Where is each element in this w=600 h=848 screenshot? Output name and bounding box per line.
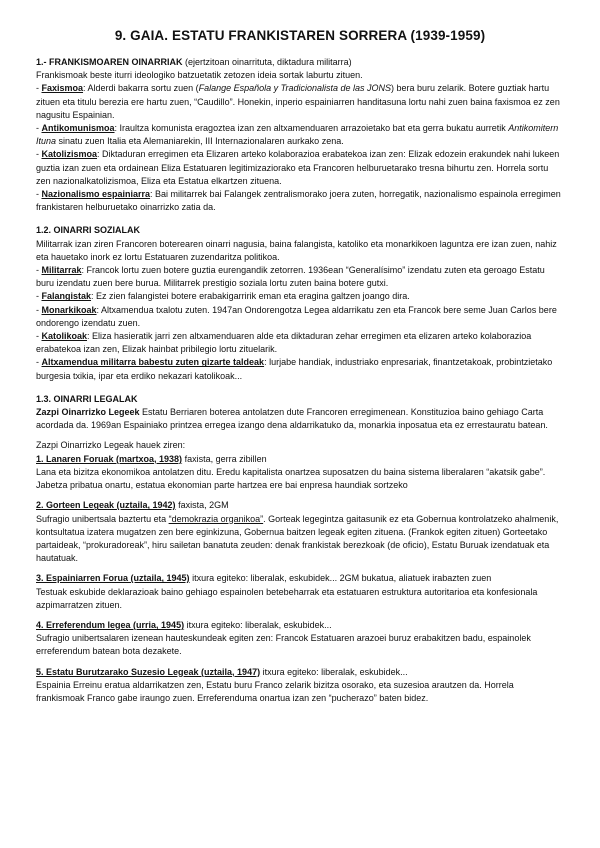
term: Antikomunismoa xyxy=(41,123,115,134)
text: Sufragio unibertsala baztertu eta xyxy=(36,513,169,524)
term: Falangistak xyxy=(41,291,92,302)
text: Estatu Berriaren boterea antolatzen dute Francoren erregimenean. Konstituzioa baino gehiago Carta acordada da. 1969an Espainiako printzea erregea izango dena aldarrikatuko da, monarkia inposatua eta ez errestauratu batean. xyxy=(36,407,548,431)
law-text xyxy=(36,513,564,566)
law-title xyxy=(36,572,564,585)
law-name: 4. Erreferendum legea (urria, 1945) xyxy=(36,619,185,630)
bullet-falangistak: - Falangistak: Ez zien falangistei botere erabakigarririk eman eta eragina galtzen joango dira. xyxy=(36,291,410,302)
section-heading-title: 1.- FRANKISMOAREN OINARRIAK xyxy=(36,57,183,67)
text: : Eliza hasieratik jarri zen altxamenduaren alde eta diktaduran zehar erregimen eta elizaren arteko kolaborazioa erabatekoa izan zen, Elizak hainbat pribilegio lortu zituelarik. xyxy=(36,331,532,355)
section-heading: 1.3. OINARRI LEGALAK xyxy=(36,393,138,404)
section-heading: 1.2. OINARRI SOZIALAK xyxy=(36,225,141,236)
law-title xyxy=(36,619,564,632)
italic-text: Falange Española y Tradicionalista de las JONS xyxy=(198,83,392,94)
paragraph: Militarrak izan ziren Francoren boterearen oinarri nagusia, baina falangista, katoliko eta monarkikoen laguntza ere izan zuen, nahiz eta hauetako inork ez lortu Estatuaren zuzendaritza politikoa. xyxy=(36,238,557,262)
text: : Iraultza komunista eragoztea izan zen altxamenduaren arrazoietako bat eta gerra bukatu aurretik xyxy=(114,123,509,134)
text: : Francok lortu zuen botere guztia eurengandik zetorren. 1936ean “Generalísimo” izendatu zuten eta geroago Estatu buru izendatu zuen bere burua. Militarrek prestigio soziala lortu zuten baina botere gutxi. xyxy=(36,265,545,289)
list-intro: Zazpi Oinarrizko Legeak hauek ziren: xyxy=(36,440,186,451)
text: sinatu zuen Italia eta Alemaniarekin, III Internazionalaren aurkako zena. xyxy=(56,136,344,147)
law-text: Espainia Erreinu eratua aldarrikatzen zen, Estatu buru Franco zelarik bizitza osorako, eta suzesioa arautzen da. Horrela frankismoak Franco gabe iraungo zuen. Erreferenduma onartua izan zen “pucherazo” baten bidez. xyxy=(36,679,514,703)
law-note: itxura egiteko: liberalak, eskubidek... xyxy=(184,619,332,630)
term: Militarrak xyxy=(41,265,82,276)
law-name: 3. Espainiarren Forua (uztaila, 1945) xyxy=(36,573,190,584)
section-oinarri-sozialak xyxy=(36,224,564,382)
law-note: faxista, 2GM xyxy=(175,500,229,511)
italic-text: Antikomitern Ituna xyxy=(36,123,559,147)
term: Katolizismoa xyxy=(41,149,98,160)
bullet-gizarte-taldeak: - Altxamendua militarra babestu zuten gizarte taldeak: lurjabe handiak, industriako enpresariak, finantzetakoak, probintzietako burgesia txikia, ipar eta erdiko nekazari katolikoak... xyxy=(36,357,553,381)
law-title xyxy=(36,666,564,679)
text: : Diktaduran erregimen eta Elizaren arteko kolaborazioa erabatekoa izan zen: Elizak edozein erakundek nahi lukeen guztia izan zuen eta ordainean Eliza Estatuaren legitimizaziorako eta Francoren helburuetarako tresna bihurtu zen. Horrela sortu zen nazionalkatolizismoa, Eliza eta Estatua elkartzen zituena. xyxy=(36,149,560,186)
text: . Gorteak legegintza gaitasunik ez eta Gobernua kontrolatzeko ahalmenik, kontsultatua izatera mugatzen zen bere eginkizuna, Gobernua baitzen legeak egiten zituena. (Frankok egiten zituen) Gorteetako partaideak, “prokuradoreak”, hiru sailetan banatuta zeuden: denak frankistak berezkoak (de oficio), Estatu Buruak izendatuak eta hautatuak. xyxy=(36,513,559,564)
bullet-antikomunismoa: - Antikomunismoa: Iraultza komunista eragoztea izan zen altxamenduaren arrazoietako bat eta gerra bukatu aurretik Antikomitern Ituna sinatu zuen Italia eta Alemaniarekin, III Internazionalaren aurkako zena. xyxy=(36,123,559,147)
bullet-nazionalismoa: - Nazionalismo espainiarra: Bai militarrek bai Falangek zentralismorako joera zuten, horregatik, nazionalismo espainola erregimen frankistaren helburuetako oinarrizko zatia da. xyxy=(36,189,561,213)
paragraph: Frankismoak beste iturri ideologiko batzuetatik zetozen ideia sortak laburtu zituen. xyxy=(36,70,363,81)
paragraph xyxy=(36,406,564,432)
law-title xyxy=(36,499,564,512)
law-note: faxista, gerra zibillen xyxy=(182,453,267,464)
law-note: itxura egiteko: liberalak, eskubidek... 2GM bukatua, aliatuek irabazten zuen xyxy=(189,573,492,584)
law-note: itxura egiteko: liberalak, eskubidek... xyxy=(260,666,408,677)
text: ) bera buru zelarik. Botere guztiak hartu zituen eta titulu berezia ere hartu zuen, “Caudillo”. Honekin, inperio espainiarren handitasuna lortu nahi zuen baina faxismoa ez zen nagusitu Espainian. xyxy=(36,83,560,120)
section-oinarriak xyxy=(36,56,564,214)
section-oinarri-legalak xyxy=(36,393,564,705)
term: Faxismoa xyxy=(41,83,84,94)
text: : Altxamendua txalotu zuten. 1947an Ondorengotza Legea aldarrikatu zen eta Francok bere seme Juan Carlos bere ondorengo izendatu zuen. xyxy=(36,304,557,328)
bullet-faxismoa: - Faxismoa: Alderdi bakarra sortu zuen (Falange Española y Tradicionalista de las JONS) bera buru zelarik. Botere guztiak hartu zituen eta titulu berezia ere hartu zuen, “Caudillo”. Honekin, inperio espainiarren handitasuna lortu nahi zuen baina faxismoa ez zen nagusitu Espainian. xyxy=(36,83,560,120)
section-heading-subtitle: (ejertzitoan oinarrituta, diktadura militarra) xyxy=(182,57,352,67)
page-title: 9. GAIA. ESTATU FRANKISTAREN SORRERA (1939-1959) xyxy=(114,28,486,43)
law-title xyxy=(36,453,564,466)
text: : Alderdi bakarra sortu zuen ( xyxy=(83,83,199,94)
section-heading xyxy=(36,56,564,69)
bullet-katolikoak: - Katolikoak: Eliza hasieratik jarri zen altxamenduaren alde eta diktaduran zehar erregimen eta elizaren arteko kolaborazioa erabatekoa izan zen, Elizak hainbat pribilegio lortu zituelarik. xyxy=(36,331,532,355)
text: : Ez zien falangistei botere erabakigarririk eman eta eragina galtzen joango dira. xyxy=(91,291,410,302)
term: Nazionalismo espainiarra xyxy=(41,189,151,200)
term: Altxamendua militarra babestu zuten gizarte taldeak xyxy=(41,357,265,368)
bullet-katolizismoa: - Katolizismoa: Diktaduran erregimen eta Elizaren arteko kolaborazioa erabatekoa izan zen: Elizak edozein erakundek nahi lukeen guztia izan zuen eta ordainean Eliza Estatuaren legitimizaziorako eta Francoren helburuetarako tresna bihurtu zen. Horrela sortu zen nazionalkatolizismoa, Eliza eta Estatua elkartzen zituena. xyxy=(36,149,560,186)
law-name: 2. Gorteen Legeak (uztaila, 1942) xyxy=(36,500,176,511)
bullet-militarrak: - Militarrak: Francok lortu zuen botere guztia eurengandik zetorren. 1936ean “Generalísimo” izendatu zuten eta geroago Estatu buru izendatu zuen bere burua. Militarrek prestigio soziala lortu zuten baina botere gutxi. xyxy=(36,265,545,289)
law-text: Testuak eskubide deklarazioak baino gehiago espainolen betebeharrak eta estatuaren estruktura autoritarioa eta konfesionala azpimarratzen zituen. xyxy=(36,586,538,610)
text: : lurjabe handiak, industriako enpresariak, finantzetakoak, probintzietako burgesia txikia, ipar eta erdiko nekazari katolikoak... xyxy=(36,357,553,381)
bold-text: Zazpi Oinarrizko Legeek xyxy=(36,407,140,418)
text: : Bai militarrek bai Falangek zentralismorako joera zuten, horregatik, nazionalismo espainola erregimen frankistaren helburuetako oinarrizko zatia da. xyxy=(36,189,561,213)
bullet-monarkikoak: - Monarkikoak: Altxamendua txalotu zuten. 1947an Ondorengotza Legea aldarrikatu zen eta Francok bere seme Juan Carlos bere ondorengo izendatu zuen. xyxy=(36,304,557,328)
law-name: 5. Estatu Burutzarako Suzesio Legeak (uztaila, 1947) xyxy=(36,666,261,677)
term: Katolikoak xyxy=(41,331,88,342)
law-text: Sufragio unibertsalaren izenean hauteskundeak egiten zen: Francok Estatuaren arazoei buruz erabakitzen badu, espainolek erreferendum batean bota dezakete. xyxy=(36,633,531,657)
law-text: Lana eta bizitza ekonomikoa antolatzen ditu. Eredu kapitalista onartzea suposatzen du baina sistema liberalaren “akatsik gabe”. Jabetza pribatua onartu, estatua ekonomian parte hartzea ere bai enpresa haundiak sortzeko xyxy=(36,466,546,491)
underlined-text: “demokrazia organikoa” xyxy=(168,513,264,524)
term: Monarkikoak xyxy=(41,304,97,315)
law-name: 1. Lanaren Foruak (martxoa, 1938) xyxy=(36,453,183,464)
